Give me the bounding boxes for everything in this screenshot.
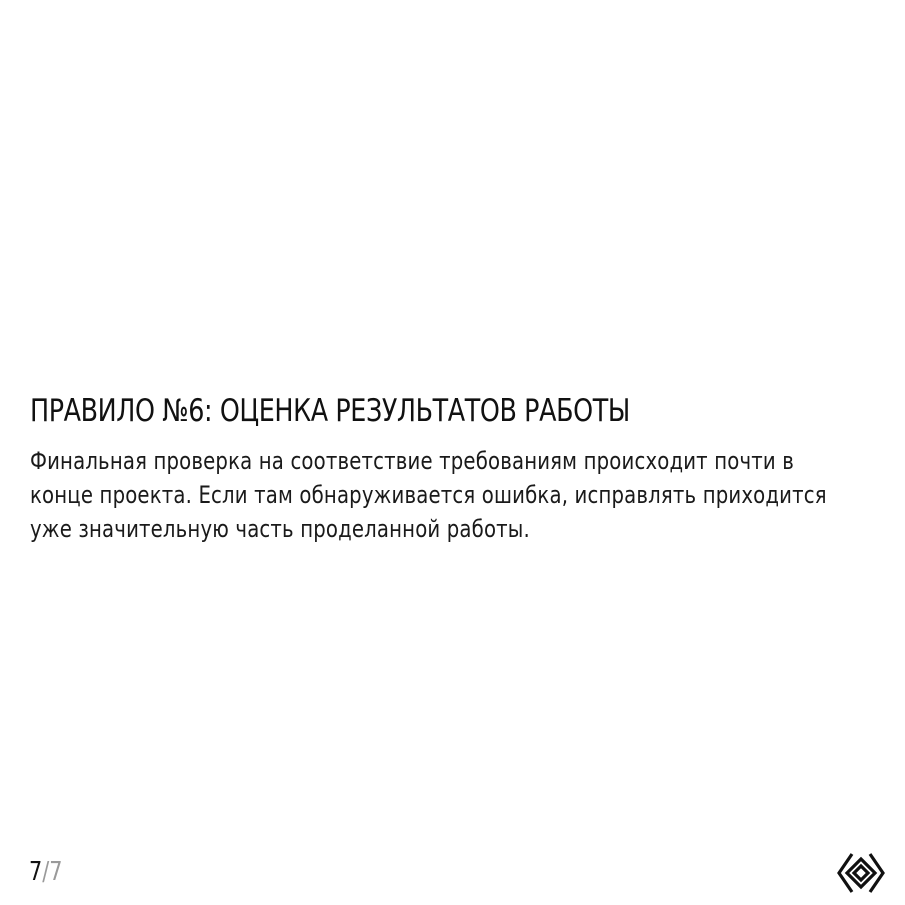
- page-total: 7: [49, 857, 63, 887]
- page-separator: /: [42, 857, 50, 887]
- page-counter: [29, 855, 62, 889]
- slide-title: ПРАВИЛО №6: ОЦЕНКА РЕЗУЛЬТАТОВ РАБОТЫ: [30, 393, 630, 429]
- slide-body-text: Финальная проверка на соответствие требованиям происходит почти в конце проекта. Если там обнаруживается ошибка, исправлять приходится уже значительную часть проделанной работы.: [30, 447, 827, 543]
- slide-content: [30, 390, 870, 546]
- page-current: 7: [29, 857, 43, 887]
- diamond-logo-icon: [836, 850, 886, 896]
